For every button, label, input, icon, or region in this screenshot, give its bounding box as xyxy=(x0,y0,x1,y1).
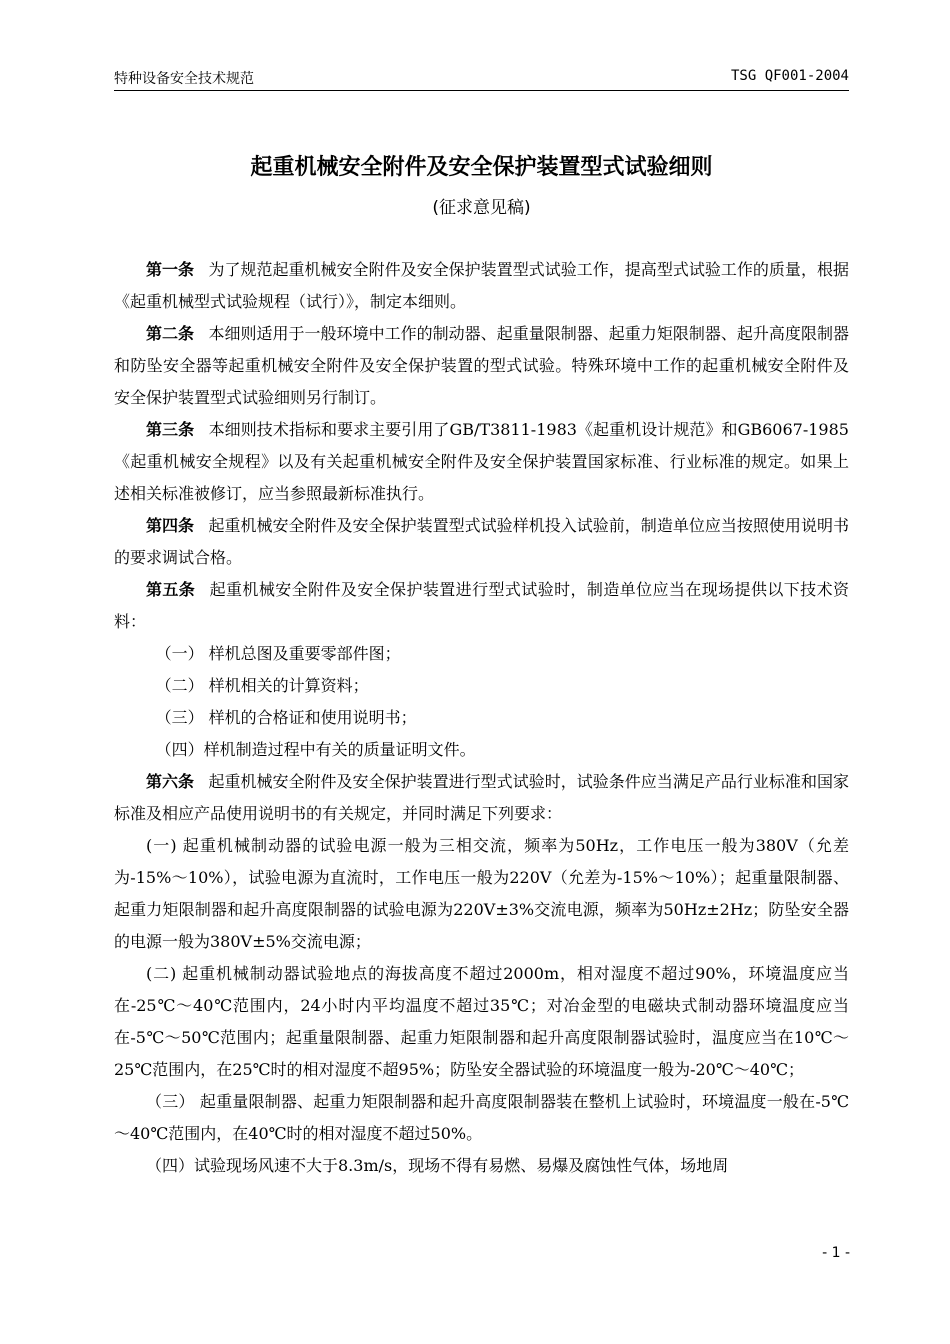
article-4 xyxy=(114,510,849,574)
article-5 xyxy=(114,574,849,638)
article-text: 本细则适用于一般环境中工作的制动器、起重量限制器、起重力矩限制器、起升高度限制器和防坠安全器等起重机械安全附件及安全保护装置的型式试验。特殊环境中工作的起重机械安全附件及安全保护装置型式试验细则另行制订。 xyxy=(114,324,849,407)
header-spec-name: 特种设备安全技术规范 xyxy=(114,71,254,87)
document-subtitle: (征求意见稿) xyxy=(432,198,531,218)
article-6-item-2: (二) 起重机械制动器试验地点的海拔高度不超过2000m，相对湿度不超过90%，环境温度应当在-25℃～40℃范围内，24小时内平均温度不超过35℃；对冶金型的电磁块式制动器环境温度应当在-5℃～50℃范围内；起重量限制器、起重力矩限制器和起升高度限制器试验时，温度应当在10℃～25℃范围内，在25℃时的相对湿度不超95%；防坠安全器试验的环境温度一般为-20℃～40℃； xyxy=(114,964,849,1079)
article-text: 起重机械安全附件及安全保护装置进行型式试验时，制造单位应当在现场提供以下技术资料： xyxy=(114,580,849,631)
page-header xyxy=(114,68,849,91)
article-label: 第三条 xyxy=(146,420,195,439)
article-6-item-4: （四）试验现场风速不大于8.3m/s，现场不得有易燃、易爆及腐蚀性气体，场地周 xyxy=(146,1156,729,1175)
header-spec-code: TSG QF001-2004 xyxy=(730,68,849,84)
article-1 xyxy=(114,254,849,318)
article-text: 为了规范起重机械安全附件及安全保护装置型式试验工作，提高型式试验工作的质量，根据《起重机械型式试验规程（试行）》，制定本细则。 xyxy=(114,260,849,311)
article-text: 本细则技术指标和要求主要引用了GB/T3811-1983《起重机设计规范》和GB6067-1985《起重机械安全规程》以及有关起重机械安全附件及安全保护装置国家标准、行业标准的规定。如果上述相关标准被修订，应当参照最新标准执行。 xyxy=(114,420,849,503)
article-6-item-3: （三） 起重量限制器、起重力矩限制器和起升高度限制器装在整机上试验时，环境温度一般在-5℃～40℃范围内，在40℃时的相对湿度不超过50%。 xyxy=(114,1092,849,1143)
article-label: 第四条 xyxy=(146,516,195,535)
article-text: 起重机械安全附件及安全保护装置型式试验样机投入试验前，制造单位应当按照使用说明书的要求调试合格。 xyxy=(114,516,849,567)
article-text: 起重机械安全附件及安全保护装置进行型式试验时，试验条件应当满足产品行业标准和国家标准及相应产品使用说明书的有关规定，并同时满足下列要求： xyxy=(114,772,849,823)
article-label: 第六条 xyxy=(146,772,195,791)
article-6 xyxy=(114,766,849,830)
article-5-item-1: （一） 样机总图及重要零部件图； xyxy=(155,644,401,663)
article-label: 第二条 xyxy=(146,324,195,343)
article-3 xyxy=(114,414,849,510)
article-5-item-2: （二） 样机相关的计算资料； xyxy=(155,676,369,695)
article-2 xyxy=(114,318,849,414)
article-label: 第五条 xyxy=(146,580,196,599)
article-5-item-4: （四）样机制造过程中有关的质量证明文件。 xyxy=(155,740,476,759)
article-5-item-3: （三） 样机的合格证和使用说明书； xyxy=(155,708,417,727)
document-body xyxy=(114,254,849,1182)
document-title: 起重机械安全附件及安全保护装置型式试验细则 xyxy=(250,155,713,180)
page-number: - 1 - xyxy=(822,1245,850,1261)
article-6-item-1: (一) 起重机械制动器的试验电源一般为三相交流，频率为50Hz，工作电压一般为380V（允差为-15%～10%），试验电源为直流时，工作电压一般为220V（允差为-15%～10%）；起重量限制器、起重力矩限制器和起升高度限制器的试验电源为220V±3%交流电源，频率为50Hz±2Hz；防坠安全器的电源一般为380V±5%交流电源； xyxy=(114,836,849,951)
article-label: 第一条 xyxy=(146,260,195,279)
